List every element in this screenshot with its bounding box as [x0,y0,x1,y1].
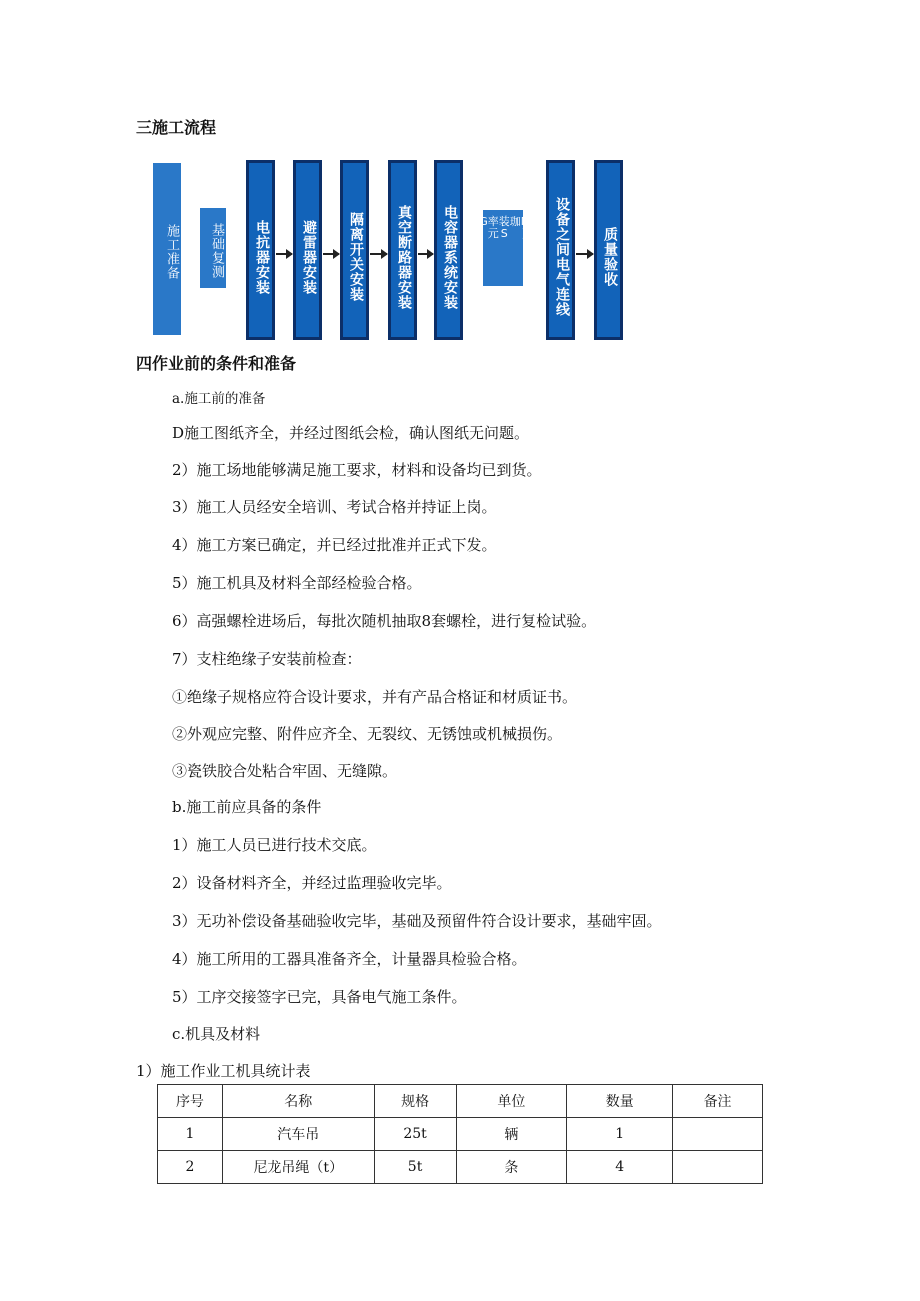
subsection-c-title: c.机具及材料 [172,1025,261,1043]
table-caption: 1）施工作业工机具统计表 [136,1062,311,1080]
table-cell: 辆 [456,1118,567,1151]
list-item: 3）无功补偿设备基础验收完毕，基础及预留件符合设计要求，基础牢固。 [172,912,662,930]
section-4-title: 四作业前的条件和准备 [136,354,297,373]
table-cell: 2 [158,1151,223,1184]
table-cell: 1 [158,1118,223,1151]
flow-arrow [370,253,387,255]
table-header-cell: 备注 [673,1085,763,1118]
list-item: 4）施工所用的工器具准备齐全，计量器具检验合格。 [172,950,527,968]
table-header-cell: 序号 [158,1085,223,1118]
flow-box-preparation: 施工准备 [153,163,181,335]
table-cell [673,1151,763,1184]
table-header-cell: 规格 [374,1085,456,1118]
table-cell: 条 [456,1151,567,1184]
table-cell: 4 [567,1151,673,1184]
flow-box-capacitor-install: 电容器系统安装 [434,160,463,340]
list-item: ①绝缘子规格应符合设计要求，并有产品合格证和材质证书。 [172,688,578,706]
table-header-cell: 名称 [222,1085,374,1118]
tools-statistics-table [157,1084,763,1184]
table-header-cell: 数量 [567,1085,673,1118]
list-item: 3）施工人员经安全培训、考试合格并持证上岗。 [172,498,497,516]
list-item: 5）施工机具及材料全部经检验合格。 [172,574,422,592]
list-item: 5）工序交接签字已完，具备电气施工条件。 [172,988,467,1006]
list-item: D施工图纸齐全，并经过图纸会检，确认图纸无问题。 [172,424,530,442]
list-item: 2）施工场地能够满足施工要求，材料和设备均已到货。 [172,461,542,479]
table-header-cell: 单位 [456,1085,567,1118]
table-cell: 25t [374,1118,456,1151]
flow-box-reactor-install: 电抗器安装 [246,160,275,340]
table-row [158,1118,763,1151]
flow-box-quality-acceptance: 质量验收 [594,160,623,340]
section-3-title: 三施工流程 [136,118,217,137]
flow-box-disconnector-install: 隔离开关安装 [340,160,369,340]
table-cell: 汽车吊 [222,1118,374,1151]
list-item: 6）高强螺栓进场后，每批次随机抽取8套螺栓，进行复检试验。 [172,612,597,630]
flow-box-arrester-install: 避雷器安装 [293,160,322,340]
table-cell [673,1118,763,1151]
flow-arrow [418,253,433,255]
table-cell: 1 [567,1118,673,1151]
subsection-b-title: b.施工前应具备的条件 [172,798,322,816]
flow-box-foundation-recheck: 基础复测 [200,208,226,288]
list-item: ②外观应完整、附件应齐全、无裂纹、无锈蚀或机械损伤。 [172,725,563,743]
flow-box-electrical-wiring: 设备之间电气连线 [546,160,575,340]
list-item: 7）支柱绝缘子安装前检查： [172,650,362,668]
list-item: 1）施工人员已进行技术交底。 [172,836,377,854]
list-item: ③瓷铁胶合处粘合牢固、无缝隙。 [172,762,398,780]
construction-flowchart [150,158,630,340]
flow-arrow [323,253,339,255]
table-header-row [158,1085,763,1118]
table-row [158,1151,763,1184]
flow-box-garbled-step: VG 率元 装 S 珈 M-更 [483,210,523,286]
flow-box-vacuum-breaker-install: 真空断路器安装 [388,160,417,340]
flow-arrow [576,253,593,255]
list-item: 4）施工方案已确定，并已经过批准并正式下发。 [172,536,497,554]
table-cell: 5t [374,1151,456,1184]
table-cell: 尼龙吊绳（t） [222,1151,374,1184]
subsection-a-title: a.施工前的准备 [172,391,266,407]
flow-arrow [276,253,292,255]
list-item: 2）设备材料齐全，并经过监理验收完毕。 [172,874,452,892]
